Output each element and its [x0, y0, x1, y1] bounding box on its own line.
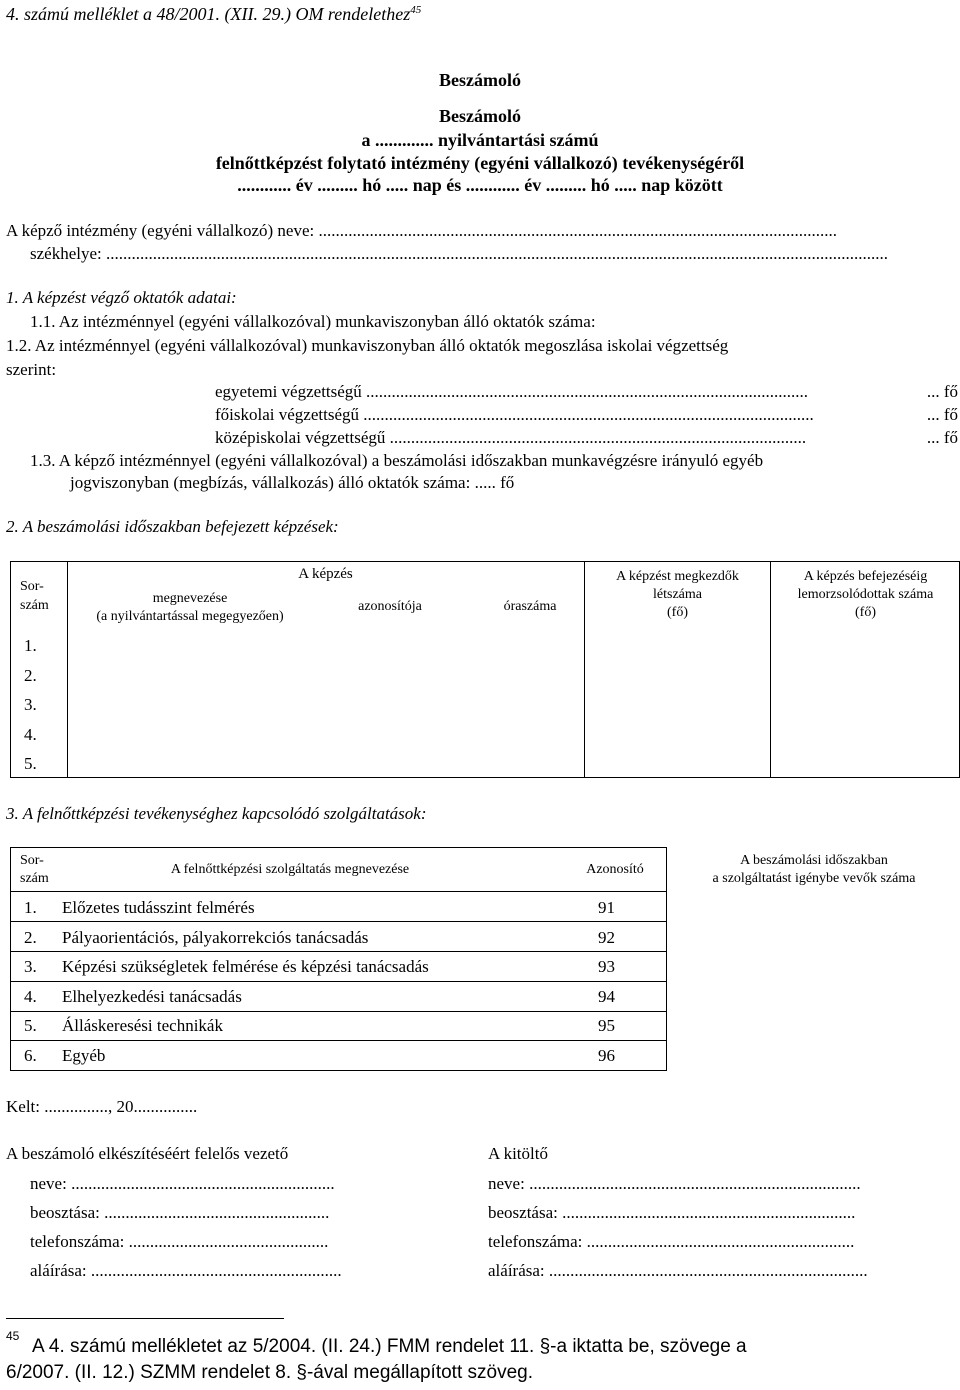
document-header — [6, 4, 421, 25]
services-row-id: 91 — [598, 898, 615, 917]
edu-college-unit: ... fő — [926, 405, 958, 424]
right-phone-field: telefonszáma: ............................................................... — [488, 1232, 855, 1251]
table-border-top — [10, 561, 960, 562]
header-footnote-ref[interactable]: 45 — [410, 4, 422, 16]
institution-seat-field: székhelye: ........................................................................................................................................................................................ — [30, 244, 888, 263]
trainings-table — [10, 561, 960, 778]
services-row-name: Egyéb — [62, 1046, 106, 1065]
right-signature-field: aláírása: ........................................................................... — [488, 1261, 868, 1280]
services-col-sorszam-2: szám — [20, 871, 49, 886]
section2-heading: 2. A beszámolási időszakban befejezett képzések: — [6, 517, 339, 536]
header-title: 4. számú melléklet a 48/2001. (XII. 29.) OM rendelethez — [6, 4, 411, 24]
title-line-3: a ............. nyilvántartási számú — [361, 130, 599, 150]
edu-secondary-unit: ... fő — [926, 428, 958, 447]
title-line-1: Beszámoló — [439, 70, 521, 90]
services-col-sorszam-1: Sor- — [20, 853, 44, 868]
section1-q13-line1: 1.3. A képző intézménnyel (egyéni vállalkozóval) a beszámolási időszakban munkavégzésre irányuló egyéb — [30, 451, 764, 470]
left-signer-title: A beszámoló elkészítéséért felelős vezető — [6, 1144, 289, 1163]
right-position-field: beosztása: ..................................................................... — [488, 1203, 856, 1222]
services-row-name: Elhelyezkedési tanácsadás — [62, 987, 242, 1006]
edu-university-label: egyetemi végzettségű ........................................................................................................ — [215, 382, 809, 401]
section1-q11: 1.1. Az intézménnyel (egyéni vállalkozóval) munkaviszonyban álló oktatók száma: — [30, 312, 596, 331]
col-megkezdok-1: A képzést megkezdők — [616, 569, 739, 584]
col-kepzes: A képzés — [298, 566, 353, 582]
services-col-users-1: A beszámolási időszakban — [740, 853, 888, 868]
services-row-divider — [10, 1040, 667, 1041]
services-row-divider — [10, 951, 667, 952]
table-row-num: 2. — [24, 666, 37, 685]
title-line-2: Beszámoló — [439, 106, 521, 126]
left-phone-field: telefonszáma: ............................................... — [30, 1232, 329, 1251]
table-col-divider-1 — [67, 561, 68, 778]
services-col-users-2: a szolgáltatást igénybe vevők száma — [712, 871, 916, 886]
services-row-num: 4. — [24, 987, 37, 1006]
section3-heading: 3. A felnőttképzési tevékenységhez kapcsolódó szolgáltatások: — [6, 804, 427, 823]
institution-name-field: A képző intézmény (egyéni vállalkozó) neve: .......................................................................................................................... — [6, 221, 837, 240]
section1-q13-line2: jogviszonyban (megbízás, vállalkozás) álló oktatók száma: ..... fő — [70, 473, 515, 492]
services-row-num: 6. — [24, 1046, 37, 1065]
services-header-divider — [10, 891, 667, 892]
services-row-num: 5. — [24, 1016, 37, 1035]
footnote-line-2: 6/2007. (II. 12.) SZMM rendelet 8. §-ával megállapított szöveg. — [6, 1362, 533, 1383]
table-border-left — [10, 561, 11, 778]
services-row-divider — [10, 981, 667, 982]
footnote-separator — [6, 1318, 284, 1319]
edu-university-unit: ... fő — [926, 382, 958, 401]
services-border-right — [666, 847, 667, 1071]
services-col-id: Azonosító — [586, 862, 644, 877]
services-border-bottom — [10, 1070, 667, 1071]
services-row-id: 94 — [598, 987, 615, 1006]
services-row-id: 93 — [598, 957, 615, 976]
col-azonosito: azonosítója — [358, 599, 422, 614]
title-line-4: felnőttképzést folytató intézmény (egyéni vállalkozó) tevékenységéről — [215, 153, 745, 173]
title-line-5: ............ év ......... hó ..... nap és ............ év ......... hó ..... nap között — [237, 175, 723, 195]
services-row-name: Álláskeresési technikák — [62, 1016, 223, 1035]
col-oraszam: óraszáma — [503, 599, 557, 614]
services-row-num: 2. — [24, 928, 37, 947]
left-name-field: neve: .............................................................. — [30, 1174, 335, 1193]
table-row-num: 4. — [24, 725, 37, 744]
col-sorszam-2: szám — [20, 598, 49, 613]
col-megkezdok-2: létszáma — [653, 587, 702, 602]
edu-college-label: főiskolai végzettségű .......................................................................................................... — [215, 405, 814, 424]
kelt-field: Kelt: ..............., 20............... — [6, 1097, 198, 1116]
services-row-num: 1. — [24, 898, 37, 917]
left-position-field: beosztása: ..................................................... — [30, 1203, 330, 1222]
left-signature-field: aláírása: ........................................................... — [30, 1261, 342, 1280]
table-row-num: 3. — [24, 695, 37, 714]
footnote-line-1: A 4. számú mellékletet az 5/2004. (II. 24.) FMM rendelet 11. §-a iktatta be, szövege a — [32, 1336, 747, 1357]
right-signer-title: A kitöltő — [488, 1144, 548, 1163]
section1-q12-line2: szerint: — [6, 360, 57, 379]
services-row-id: 92 — [598, 928, 615, 947]
services-row-id: 96 — [598, 1046, 615, 1065]
table-row-num: 1. — [24, 636, 37, 655]
services-border-left — [10, 847, 11, 1071]
table-border-bottom — [10, 777, 960, 778]
col-megnevezes-1: megnevezése — [152, 591, 228, 606]
services-row-divider — [10, 1011, 667, 1012]
edu-secondary-label: középiskolai végzettségű .................................................................................................. — [215, 428, 807, 447]
col-megnevezes-2: (a nyilvántartással megegyezően) — [96, 609, 284, 624]
services-table — [10, 847, 950, 1071]
footnote-number: 45 — [6, 1329, 20, 1343]
col-lemorzs-2: lemorzsolódottak száma — [797, 587, 934, 602]
table-row-num: 5. — [24, 754, 37, 773]
services-row-name: Képzési szükségletek felmérése és képzési tanácsadás — [62, 957, 429, 976]
services-border-top — [10, 847, 667, 848]
col-megkezdok-3: (fő) — [667, 605, 688, 620]
services-row-divider — [10, 921, 667, 922]
col-lemorzs-1: A képzés befejezéséig — [803, 569, 928, 584]
services-row-id: 95 — [598, 1016, 615, 1035]
col-sorszam-1: Sor- — [20, 579, 44, 594]
services-row-name: Pályaorientációs, pályakorrekciós tanácsadás — [62, 928, 369, 947]
services-col-name: A felnőttképzési szolgáltatás megnevezése — [170, 862, 410, 877]
col-lemorzs-3: (fő) — [855, 605, 876, 620]
section1-heading: 1. A képzést végző oktatók adatai: — [6, 288, 237, 307]
services-row-name: Előzetes tudásszint felmérés — [62, 898, 255, 917]
services-row-num: 3. — [24, 957, 37, 976]
section1-q12-line1: 1.2. Az intézménnyel (egyéni vállalkozóval) munkaviszonyban álló oktatók megoszlása iskolai végzettség — [6, 336, 729, 355]
right-name-field: neve: .............................................................................. — [488, 1174, 861, 1193]
